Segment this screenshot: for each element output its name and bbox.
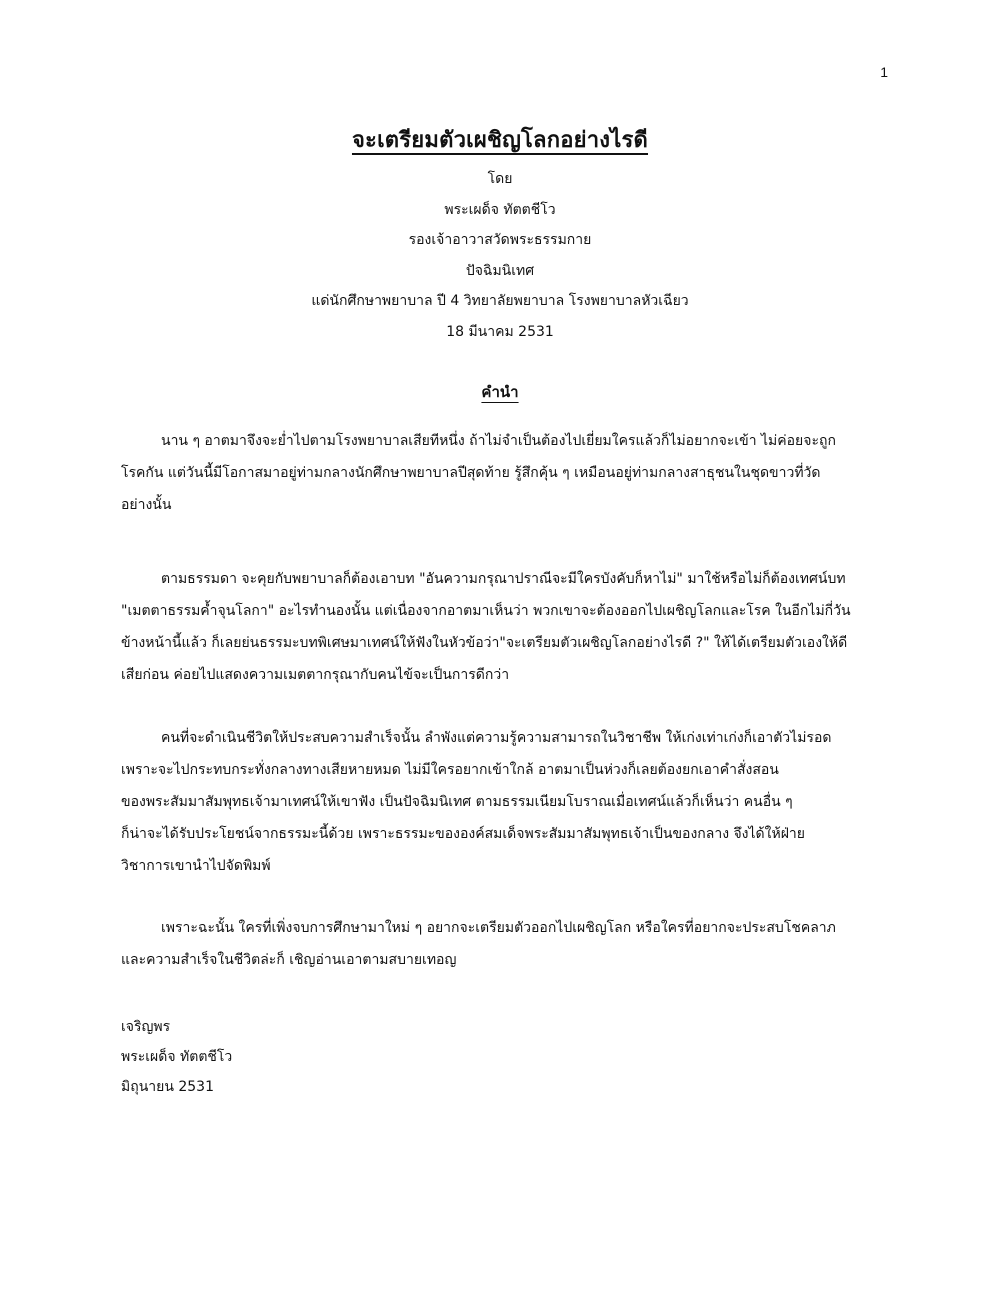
paragraph-line: ของพระสัมมาสัมพุทธเจ้ามาเทศน์ให้เขาฟัง เป็นปัจฉิมนิเทศ ตามธรรมเนียมโบราณเมื่อเทศน์แล้วก็เห็นว่า คนอื่น ๆ	[121, 794, 793, 810]
document-title: จะเตรียมตัวเผชิญโลกอย่างไรดี	[351, 128, 649, 153]
paragraph-1	[121, 425, 891, 521]
byline-date: 18 มีนาคม 2531	[446, 323, 554, 340]
paragraph-line: วิชาการเขานำไปจัดพิมพ์	[121, 858, 271, 874]
paragraph-line: "เมตตาธรรมค้ำจุนโลกา" อะไรทำนองนั้น แต่เนื่องจากอาตมาเห็นว่า พวกเขาจะต้องออกไปเผชิญโลกและโรค ในอีกไม่กี่วัน	[121, 603, 851, 619]
paragraph-line: เสียก่อน ค่อยไปแสดงความเมตตากรุณากับคนไข้จะเป็นการดีกว่า	[121, 667, 510, 683]
byline-occasion: ปัจฉิมนิเทศ	[465, 262, 535, 279]
signature-block	[121, 1012, 232, 1102]
paragraph-2	[121, 563, 891, 691]
signature-name: พระเผด็จ ทัตตชีโว	[121, 1049, 233, 1065]
paragraph-line: ก็น่าจะได้รับประโยชน์จากธรรมะนี้ด้วย เพราะธรรมะขององค์สมเด็จพระสัมมาสัมพุทธเจ้าเป็นของกลาง จึงได้ให้ฝ่าย	[121, 826, 805, 842]
paragraph-line: โรคกัน แต่วันนี้มีโอกาสมาอยู่ท่ามกลางนักศึกษาพยาบาลปีสุดท้าย รู้สึกคุ้น ๆ เหมือนอยู่ท่ามกลางสาธุชนในชุดขาวที่วัด	[121, 465, 821, 481]
paragraph-line: อย่างนั้น	[121, 497, 172, 513]
byline-by: โดย	[487, 171, 513, 187]
signature-date: มิถุนายน 2531	[121, 1079, 214, 1095]
paragraph-4	[121, 912, 891, 976]
paragraph-line: คนที่จะดำเนินชีวิตให้ประสบความสำเร็จนั้น ลำพังแต่ความรู้ความสามารถในวิชาชีพ ให้เก่งเท่าเก่งก็เอาตัวไม่รอด	[161, 730, 832, 746]
paragraph-line: ข้างหน้านี้แล้ว ก็เลยย่นธรรมะบทพิเศษมาเทศน์ให้ฟังในหัวข้อว่า"จะเตรียมตัวเผชิญโลกอย่างไรดี ?" ให้ได้เตรียมตัวเองให้ดี	[121, 635, 848, 651]
paragraph-line: และความสำเร็จในชีวิตล่ะก็ เชิญอ่านเอาตามสบายเทอญ	[121, 952, 457, 968]
byline-position: รองเจ้าอาวาสวัดพระธรรมกาย	[408, 232, 592, 248]
byline-audience: แด่นักศึกษาพยาบาล ปี 4 วิทยาลัยพยาบาล โรงพยาบาลหัวเฉียว	[311, 293, 689, 309]
byline-author: พระเผด็จ ทัตตชีโว	[444, 201, 556, 218]
page-number: 1	[880, 64, 888, 80]
paragraph-3	[121, 722, 891, 882]
signature-closing: เจริญพร	[121, 1019, 171, 1035]
paragraph-line: เพราะจะไปกระทบกระทั่งกลางทางเสียหายหมด ไม่มีใครอยากเข้าใกล้ อาตมาเป็นห่วงก็เลยต้องยกเอาคำสั่งสอน	[121, 762, 779, 778]
paragraph-line: นาน ๆ อาตมาจึงจะย่ำไปตามโรงพยาบาลเสียทีหนึ่ง ถ้าไม่จำเป็นต้องไปเยี่ยมใครแล้วก็ไม่อยากจะเข้า ไม่ค่อยจะถูก	[161, 433, 836, 449]
paragraph-line: ตามธรรมดา จะคุยกับพยาบาลก็ต้องเอาบท "อันความกรุณาปราณีจะมีใครบังคับก็หาไม่" มาใช้หรือไม่ก็ต้องเทศน์บท	[161, 571, 846, 587]
byline	[0, 164, 1000, 347]
paragraph-line: เพราะฉะนั้น ใครที่เพิ่งจบการศึกษามาใหม่ ๆ อยากจะเตรียมตัวออกไปเผชิญโลก หรือใครที่อยากจะประสบโชคลาภ	[161, 920, 836, 936]
preface-heading: คำนำ	[481, 383, 519, 401]
